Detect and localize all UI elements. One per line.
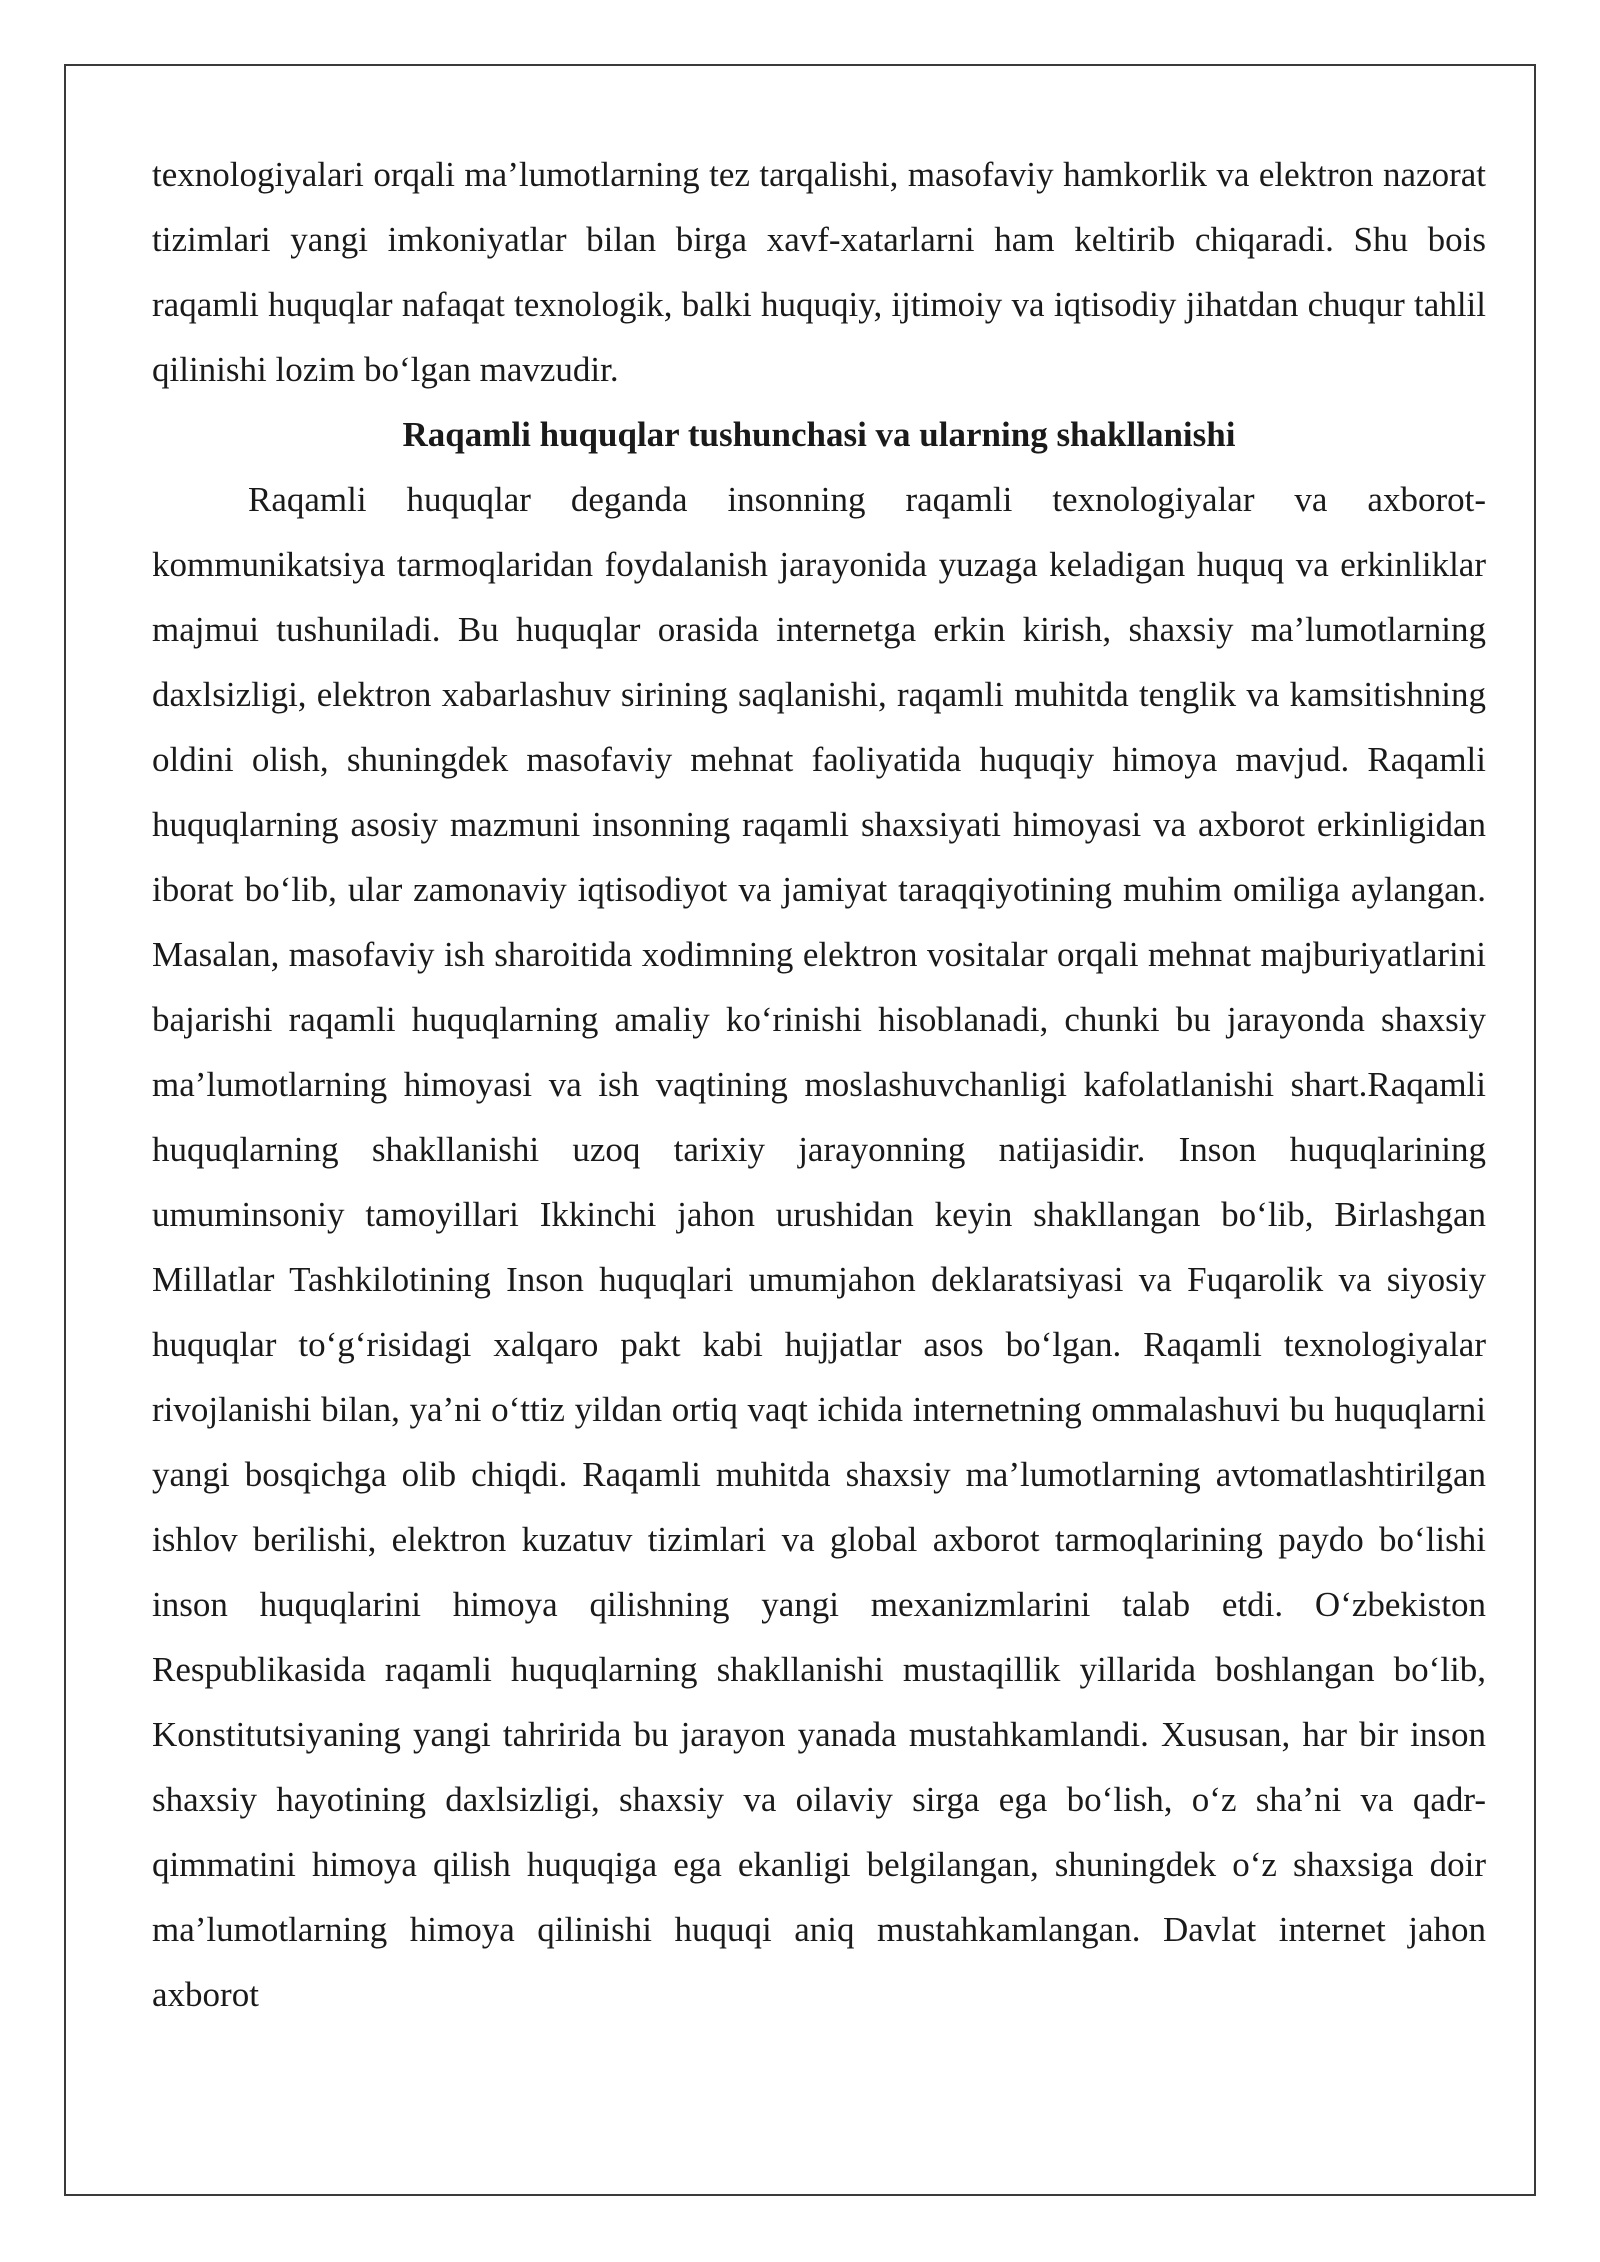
body-paragraph: Raqamli huquqlar deganda insonning raqamli texnologiyalar va axborot-kommunikatsiya tarmoqlaridan foydalanish jarayonida yuzaga keladigan huquq va erkinliklar majmui tushuniladi. Bu huquqlar orasida internetga erkin kirish, shaxsiy ma’lumotlarning daxlsizligi, elektron xabarlashuv sirining saqlanishi, raqamli muhitda tenglik va kamsitishning oldini olish, shuningdek masofaviy mehnat faoliyatida huquqiy himoya mavjud. Raqamli huquqlarning asosiy mazmuni insonning raqamli shaxsiyati himoyasi va axborot erkinligidan iborat boʻlib, ular zamonaviy iqtisodiyot va jamiyat taraqqiyotining muhim omiliga aylangan. Masalan, masofaviy ish sharoitida xodimning elektron vositalar orqali mehnat majburiyatlarini bajarishi raqamli huquqlarning amaliy koʻrinishi hisoblanadi, chunki bu jarayonda shaxsiy ma’lumotlarning himoyasi va ish vaqtining moslashuvchanligi kafolatlanishi shart.Raqamli huquqlarning shakllanishi uzoq tarixiy jarayonning natijasidir. Inson huquqlarining umuminsoniy tamoyillari Ikkinchi jahon urushidan keyin shakllangan boʻlib, Birlashgan Millatlar Tashkilotining Inson huquqlari umumjahon deklaratsiyasi va Fuqarolik va siyosiy huquqlar toʻgʻrisidagi xalqaro pakt kabi hujjatlar asos boʻlgan. Raqamli texnologiyalar rivojlanishi bilan, ya’ni oʻttiz yildan ortiq vaqt ichida internetning ommalashuvi bu huquqlarni yangi bosqichga olib chiqdi. Raqamli muhitda shaxsiy ma’lumotlarning avtomatlashtirilgan ishlov berilishi, elektron kuzatuv tizimlari va global axborot tarmoqlarining paydo boʻlishi inson huquqlarini himoya qilishning yangi mexanizmlarini talab etdi. Oʻzbekiston Respublikasida raqamli huquqlarning shakllanishi mustaqillik yillarida boshlangan boʻlib, Konstitutsiyaning yangi tahririda bu jarayon yanada mustahkamlandi. Xususan, har bir inson shaxsiy hayotining daxlsizligi, shaxsiy va oilaviy sirga ega boʻlish, oʻz sha’ni va qadr-qimmatini himoya qilish huquqiga ega ekanligi belgilangan, shuningdek oʻz shaxsiga doir ma’lumotlarning himoya qilinishi huquqi aniq mustahkamlangan. Davlat internet jahon axborot bbox=[152, 480, 1486, 2014]
intro-paragraph: texnologiyalari orqali ma’lumotlarning tez tarqalishi, masofaviy hamkorlik va elektron nazorat tizimlari yangi imkoniyatlar bilan birga xavf-xatarlarni ham keltirib chiqaradi. Shu bois raqamli huquqlar nafaqat texnologik, balki huquqiy, ijtimoiy va iqtisodiy jihatdan chuqur tahlil qilinishi lozim boʻlgan mavzudir. bbox=[152, 155, 1486, 389]
document-body bbox=[152, 142, 1486, 2027]
section-heading: Raqamli huquqlar tushunchasi va ularning shakllanishi bbox=[402, 415, 1236, 454]
